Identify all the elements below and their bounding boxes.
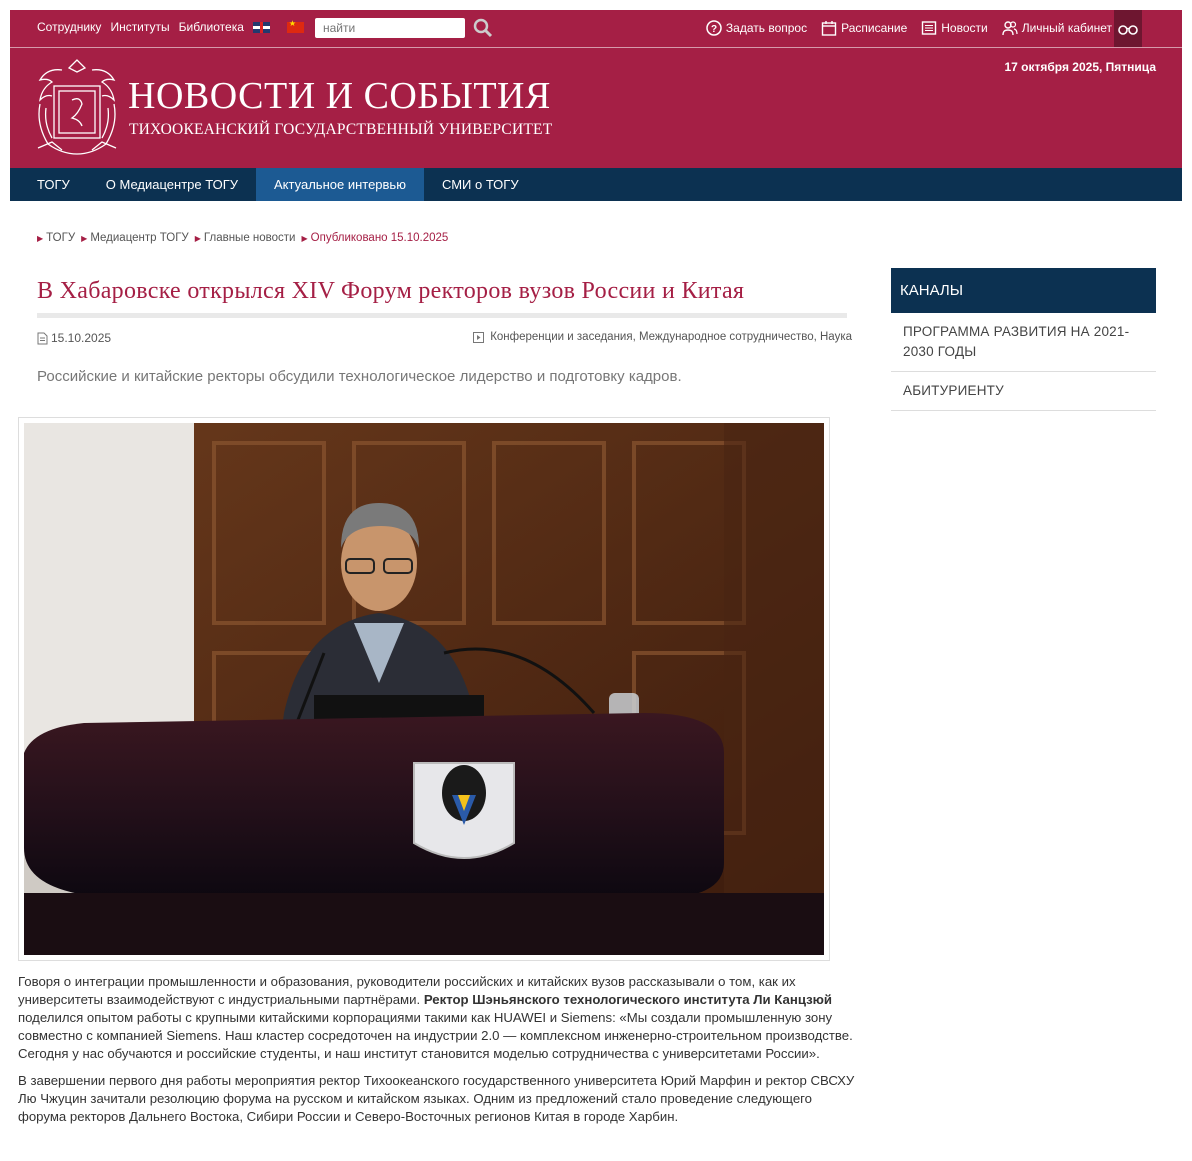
question-icon — [706, 20, 722, 36]
paragraph-text: поделился опытом работы с крупными китайскими корпорациями такими как HUAWEI и Siemens: «Мы создали промышленную зону совместно с компанией Siemens. Наш кластер сосредоточен на индустрии 2.0 — комплексном инженерно-строительном производстве. Сегодня у нас обучаются и российские студенты, и наш институт становится моделью сотрудничества с университетами России». — [18, 1010, 853, 1061]
article-date-text: 15.10.2025 — [51, 331, 112, 345]
site-header — [10, 10, 1182, 168]
link-institutes[interactable]: Институты — [110, 20, 170, 34]
sidebar-item-applicants[interactable]: АБИТУРИЕНТУ — [891, 372, 1156, 411]
ask-question-label: Задать вопрос — [725, 21, 808, 35]
article-body — [18, 973, 863, 1135]
calendar-icon — [821, 20, 837, 36]
paragraph-text: Говоря о интеграции промышленности и образования, руководители российских и китайских вузов рассказывали о том, как их университеты взаимодействуют с индустриальными партнёрами. — [18, 974, 796, 1007]
link-library[interactable]: Библиотека — [178, 20, 244, 34]
top-links — [37, 20, 304, 34]
nav-togu[interactable]: ТОГУ — [37, 177, 70, 192]
current-date: 17 октября 2025, Пятница — [1004, 60, 1156, 74]
users-icon — [1002, 20, 1018, 36]
nav-interview[interactable]: Актуальное интервью — [256, 168, 424, 201]
chinese-flag-icon[interactable] — [287, 22, 304, 33]
breadcrumb-label: Главные новости — [203, 232, 296, 244]
article-tags — [473, 331, 852, 343]
university-name: ТИХООКЕАНСКИЙ ГОСУДАРСТВЕННЫЙ УНИВЕРСИТЕТ — [129, 121, 553, 138]
breadcrumb-item[interactable] — [195, 232, 296, 244]
page-wrapper — [10, 10, 1182, 201]
personal-account-link[interactable] — [1002, 20, 1112, 36]
breadcrumb-label: Опубликовано 15.10.2025 — [310, 232, 449, 244]
article-photo[interactable] — [18, 417, 830, 961]
newspaper-icon — [921, 20, 937, 36]
breadcrumb-item[interactable] — [37, 232, 75, 244]
link-staff[interactable]: Сотруднику — [37, 20, 102, 34]
article-title: В Хабаровске открылся XIV Форум ректоров вузов России и Китая — [37, 278, 847, 318]
ask-question-link[interactable] — [706, 20, 807, 36]
triangle-icon: ▶ — [81, 234, 88, 243]
breadcrumb-item[interactable] — [81, 232, 189, 244]
page-header-title: НОВОСТИ И СОБЫТИЯ — [128, 75, 551, 117]
university-emblem-logo[interactable] — [32, 56, 122, 160]
document-icon — [37, 332, 48, 345]
sidebar-channels — [891, 268, 1156, 411]
search-input[interactable] — [315, 18, 465, 38]
personal-account-label: Личный кабинет — [1021, 21, 1112, 35]
paragraph — [18, 973, 863, 1063]
article-lead: Российские и китайские ректоры обсудили технологическое лидерство и подготовку кадров. — [37, 368, 682, 385]
news-label: Новости — [941, 21, 988, 35]
nav-about-mediacenter[interactable]: О Медиацентре ТОГУ — [105, 177, 239, 192]
schedule-link[interactable] — [821, 20, 907, 36]
breadcrumb — [37, 232, 448, 244]
low-vision-button[interactable] — [1114, 10, 1142, 47]
paragraph: В завершении первого дня работы мероприятия ректор Тихоокеанского государственного университета Юрий Марфин и ректор СВСХУ Лю Чжуцин зачитали резолюцию форума на русском и китайском языках. Одним из предложений стало проведение следующего форума ректоров Дальнего Востока, Сибири России и Северо-Восточных регионов Китая в городе Харбин. — [18, 1073, 855, 1124]
news-link[interactable] — [921, 20, 987, 36]
rector-name-bold: Ректор Шэньянского технологического института Ли Канцзюй — [423, 992, 833, 1007]
triangle-icon: ▶ — [301, 234, 308, 243]
breadcrumb-published — [301, 232, 448, 244]
english-flag-icon[interactable] — [253, 22, 270, 33]
play-box-icon — [473, 332, 484, 343]
breadcrumb-label: Медиацентр ТОГУ — [90, 232, 189, 244]
article-tags-text[interactable]: Конференции и заседания, Международное сотрудничество, Наука — [490, 331, 852, 343]
top-bar — [10, 10, 1182, 48]
sidebar-item-development-program[interactable]: ПРОГРАММА РАЗВИТИЯ НА 2021-2030 ГОДЫ — [891, 313, 1156, 372]
glasses-icon — [1118, 23, 1138, 35]
triangle-icon: ▶ — [194, 234, 201, 243]
article-date — [37, 331, 111, 345]
breadcrumb-label: ТОГУ — [46, 232, 76, 244]
nav-media-about[interactable]: СМИ о ТОГУ — [441, 177, 519, 192]
schedule-label: Расписание — [841, 21, 908, 35]
triangle-icon: ▶ — [37, 234, 44, 243]
sidebar-heading: КАНАЛЫ — [891, 268, 1156, 313]
main-nav — [10, 168, 1182, 201]
svg-text:?: ? — [710, 24, 717, 35]
speaker-photo-image — [24, 423, 824, 955]
top-right-links — [706, 20, 1112, 36]
search-icon[interactable] — [473, 18, 493, 38]
